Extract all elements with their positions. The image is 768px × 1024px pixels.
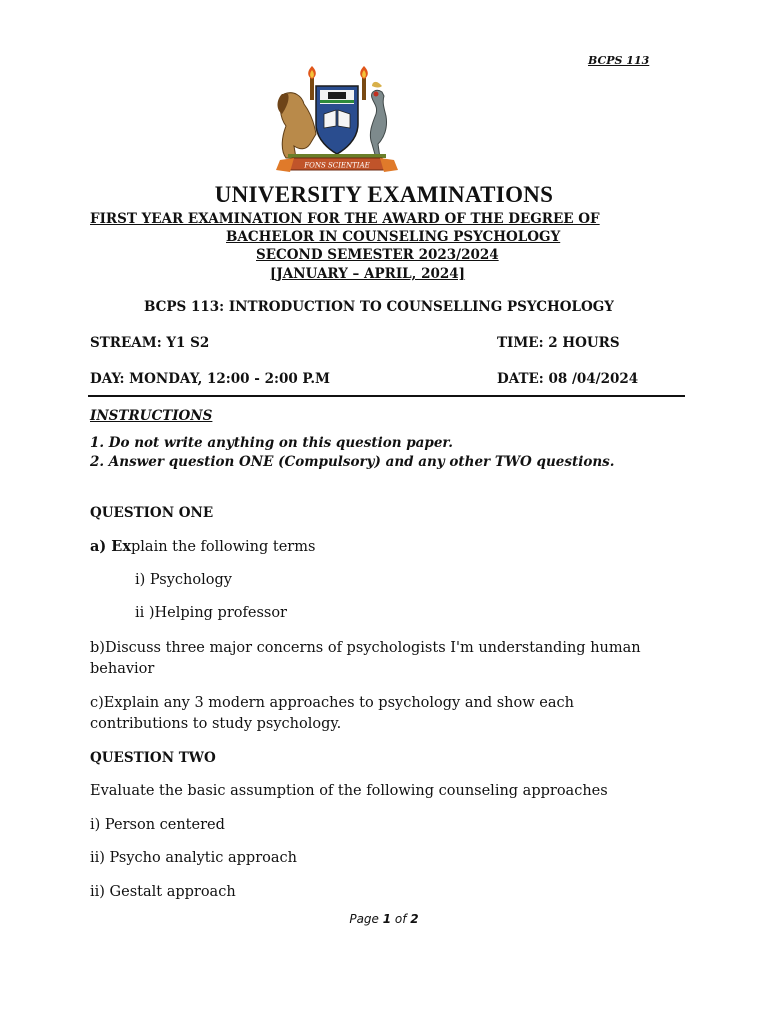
question-one-a-item: ii )Helping professor [135,605,287,621]
exam-title: UNIVERSITY EXAMINATIONS [214,182,554,207]
page-number: 1 [382,912,392,926]
question-one-heading: QUESTION ONE [90,505,214,521]
course-code-top: BCPS 113 [588,54,650,67]
page-prefix: Page [349,912,383,926]
semester-line: SECOND SEMESTER 2023/2024 [256,247,499,263]
instruction-item: 1. Do not write anything on this question paper. [90,435,454,451]
degree-line-1: FIRST YEAR EXAMINATION FOR THE AWARD OF THE DEGREE OF [90,211,600,227]
question-one-b: b)Discuss three major concerns of psychologists I'm understanding human behavior [90,640,641,677]
question-two-item: i) Person centered [90,817,225,833]
question-one-c: c)Explain any 3 modern approaches to psychology and show each contributions to study psychology. [90,695,574,732]
page-footer [0,912,768,926]
question-one-a-label: a) Ex [90,538,132,555]
instruction-item: 2. Answer question ONE (Compulsory) and any other TWO questions. [90,454,615,470]
header-divider [88,395,685,397]
logo-motto: FONS SCIENTIAE [304,161,370,170]
day-label: DAY: MONDAY, 12:00 - 2:00 P.M [90,371,330,387]
question-one-a-item: i) Psychology [135,572,232,588]
period-line: [JANUARY – APRIL, 2024] [270,266,466,282]
question-two-intro: Evaluate the basic assumption of the following counseling approaches [90,783,608,799]
page-total: 2 [410,912,419,926]
question-two-heading: QUESTION TWO [90,750,216,766]
question-two-item: ii) Psycho analytic approach [90,850,297,866]
time-label: TIME: 2 HOURS [497,335,620,351]
degree-line-2: BACHELOR IN COUNSELING PSYCHOLOGY [226,229,561,245]
stream-label: STREAM: Y1 S2 [90,335,210,351]
instructions-heading: INSTRUCTIONS [90,408,213,424]
question-one-a [90,538,315,555]
question-two-item: ii) Gestalt approach [90,884,236,900]
page-of: of [391,912,411,926]
date-label: DATE: 08 /04/2024 [497,371,639,387]
university-crest-logo [272,64,402,174]
question-one-a-text: plain the following terms [131,539,316,555]
course-title: BCPS 113: INTRODUCTION TO COUNSELLING PSYCHOLOGY [144,299,614,315]
